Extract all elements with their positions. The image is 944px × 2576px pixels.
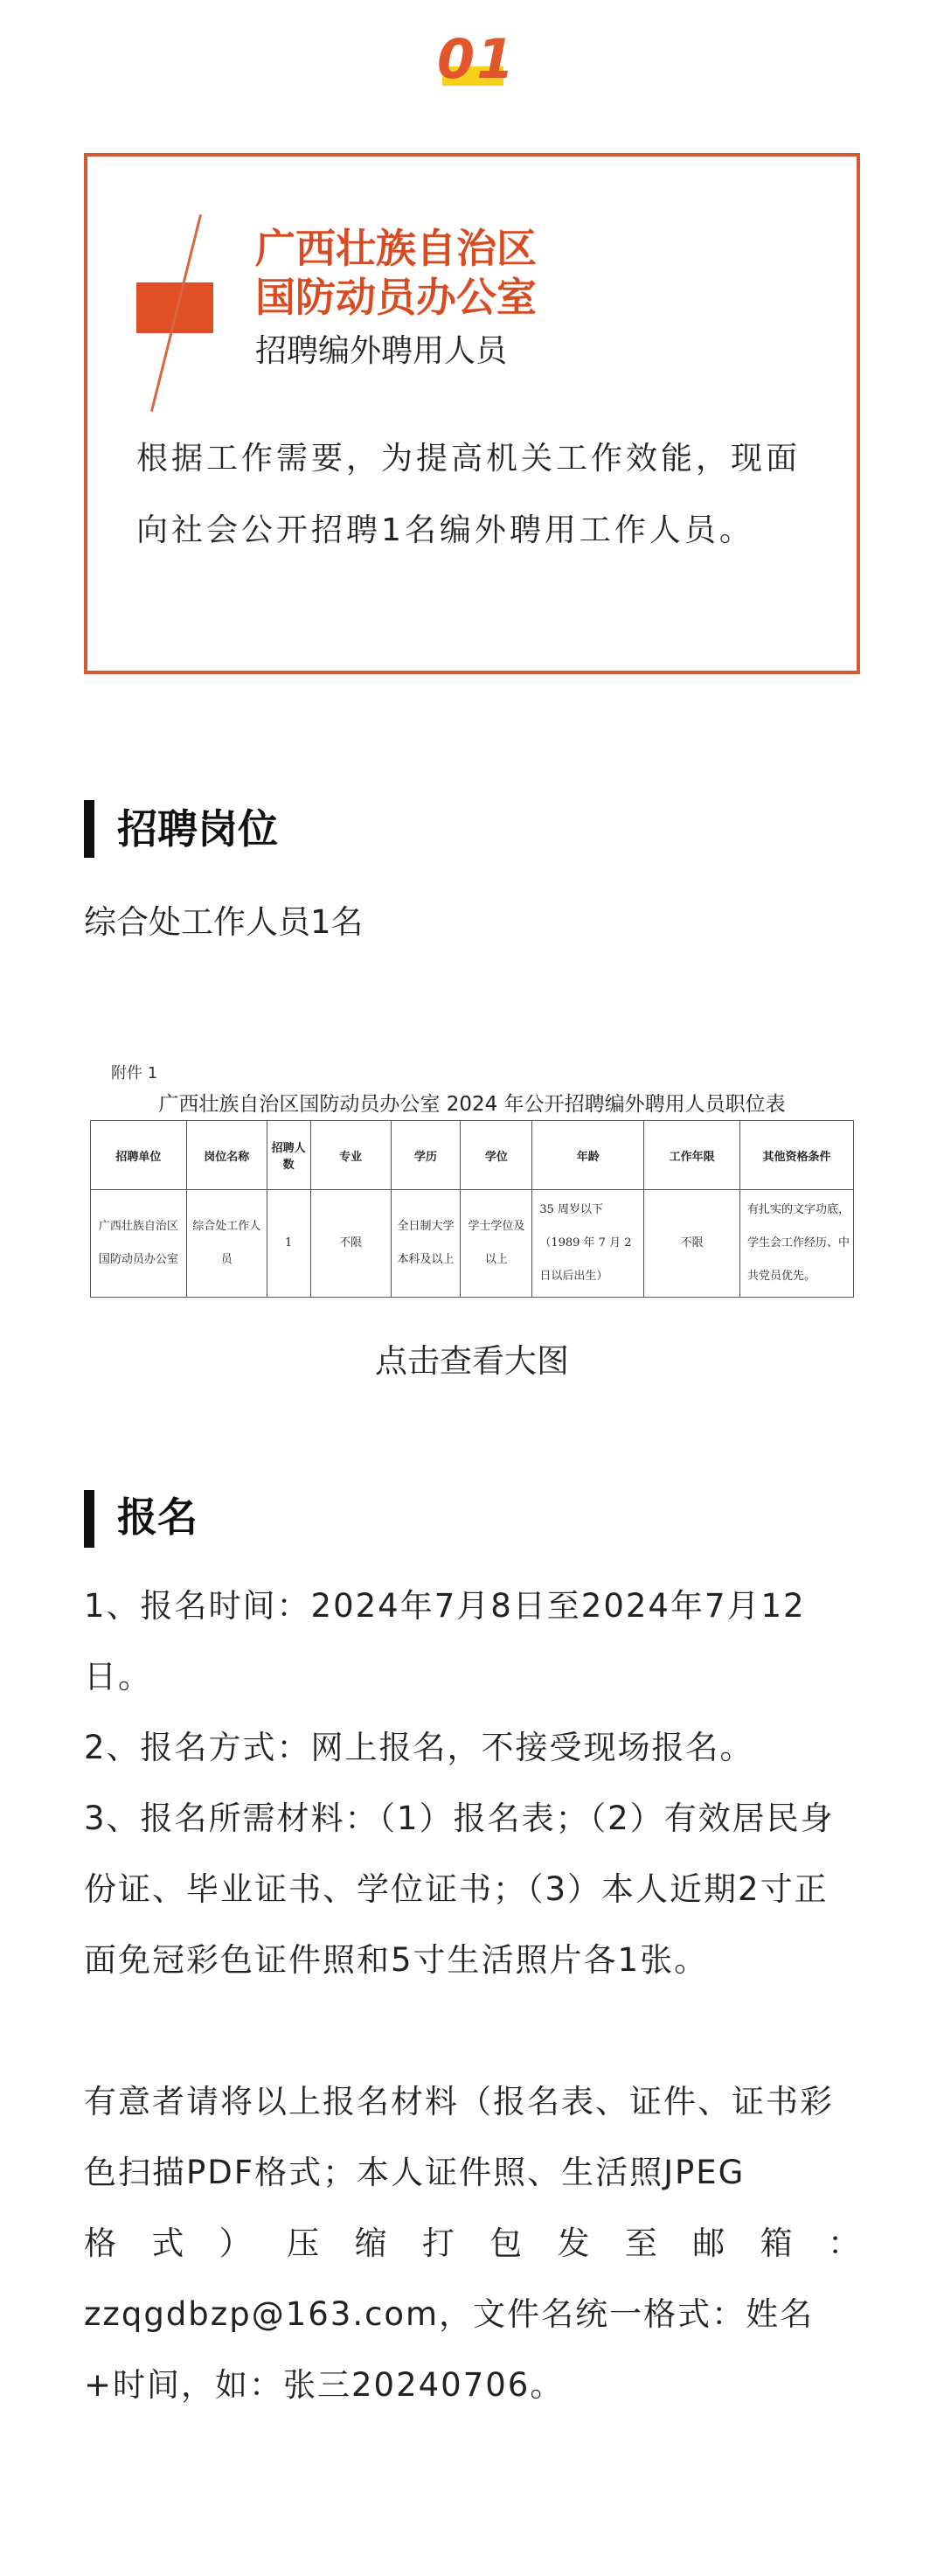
registration-content xyxy=(84,1570,862,2420)
table-cell: 广西壮族自治区国防动员办公室 xyxy=(91,1190,187,1298)
positions-table[interactable] xyxy=(90,1120,854,1298)
submission-note-part3: zzqgdbzp@163.com，文件名统一格式：姓名+时间，如：张三20240706。 xyxy=(84,2295,815,2404)
org-logo-mark xyxy=(136,282,213,333)
col-header: 岗位名称 xyxy=(186,1121,267,1190)
col-header: 工作年限 xyxy=(644,1121,740,1190)
table-cell: 学士学位及以上 xyxy=(461,1190,532,1298)
col-header: 年龄 xyxy=(532,1121,644,1190)
table-cell: 35 周岁以下（1989 年 7 月 2 日以后出生） xyxy=(532,1190,644,1298)
table-cell: 有扎实的文字功底，学生会工作经历、中共党员优先。 xyxy=(740,1190,854,1298)
positions-summary: 综合处工作人员1名 xyxy=(84,903,364,941)
col-header: 其他资格条件 xyxy=(740,1121,854,1190)
table-header-row xyxy=(91,1121,854,1190)
registration-item-method: 2、报名方式：网上报名，不接受现场报名。 xyxy=(84,1729,754,1766)
registration-item-time: 1、报名时间：2024年7月8日至2024年7月12日。 xyxy=(84,1587,806,1695)
table-cell: 1 xyxy=(267,1190,310,1298)
section-bar-positions xyxy=(84,800,94,858)
submission-note-part1: 有意者请将以上报名材料（报名表、证件、证书彩色扫描PDF格式；本人证件照、生活照JPEG xyxy=(84,2083,834,2191)
col-header: 学位 xyxy=(461,1121,532,1190)
submission-note-part2: 格式）压缩打包发至邮箱： xyxy=(84,2224,862,2262)
table-title: 广西壮族自治区国防动员办公室 2024 年公开招聘编外聘用人员职位表 xyxy=(158,1093,786,1116)
table-row xyxy=(91,1190,854,1298)
table-cell: 不限 xyxy=(310,1190,391,1298)
view-large-image-link[interactable]: 点击查看大图 xyxy=(375,1342,569,1380)
intro-paragraph: 根据工作需要，为提高机关工作效能，现面向社会公开招聘1名编外聘用工作人员。 xyxy=(136,441,802,548)
paragraph-gap xyxy=(84,1995,862,2066)
registration-item-materials: 3、报名所需材料：（1）报名表；（2）有效居民身份证、毕业证书、学位证书；（3）本人近期2寸正面免冠彩色证件照和5寸生活照片各1张。 xyxy=(84,1800,835,1979)
attachment-label: 附件 1 xyxy=(111,1064,158,1083)
section-bar-registration xyxy=(84,1490,94,1548)
org-name-line2: 国防动员办公室 xyxy=(255,274,537,321)
org-name xyxy=(255,224,710,322)
recruitment-subtitle: 招聘编外聘用人员 xyxy=(255,333,508,369)
section-title-registration: 报名 xyxy=(117,1493,198,1541)
col-header: 专业 xyxy=(310,1121,391,1190)
section-number: 01 xyxy=(437,27,517,91)
col-header: 学历 xyxy=(391,1121,461,1190)
table-cell: 全日制大学本科及以上 xyxy=(391,1190,461,1298)
table-cell: 不限 xyxy=(644,1190,740,1298)
section-number-badge xyxy=(437,27,517,91)
org-name-line1: 广西壮族自治区 xyxy=(255,225,537,272)
col-header: 招聘人数 xyxy=(267,1121,310,1190)
section-title-positions: 招聘岗位 xyxy=(117,805,278,853)
col-header: 招聘单位 xyxy=(91,1121,187,1190)
table-cell: 综合处工作人员 xyxy=(186,1190,267,1298)
